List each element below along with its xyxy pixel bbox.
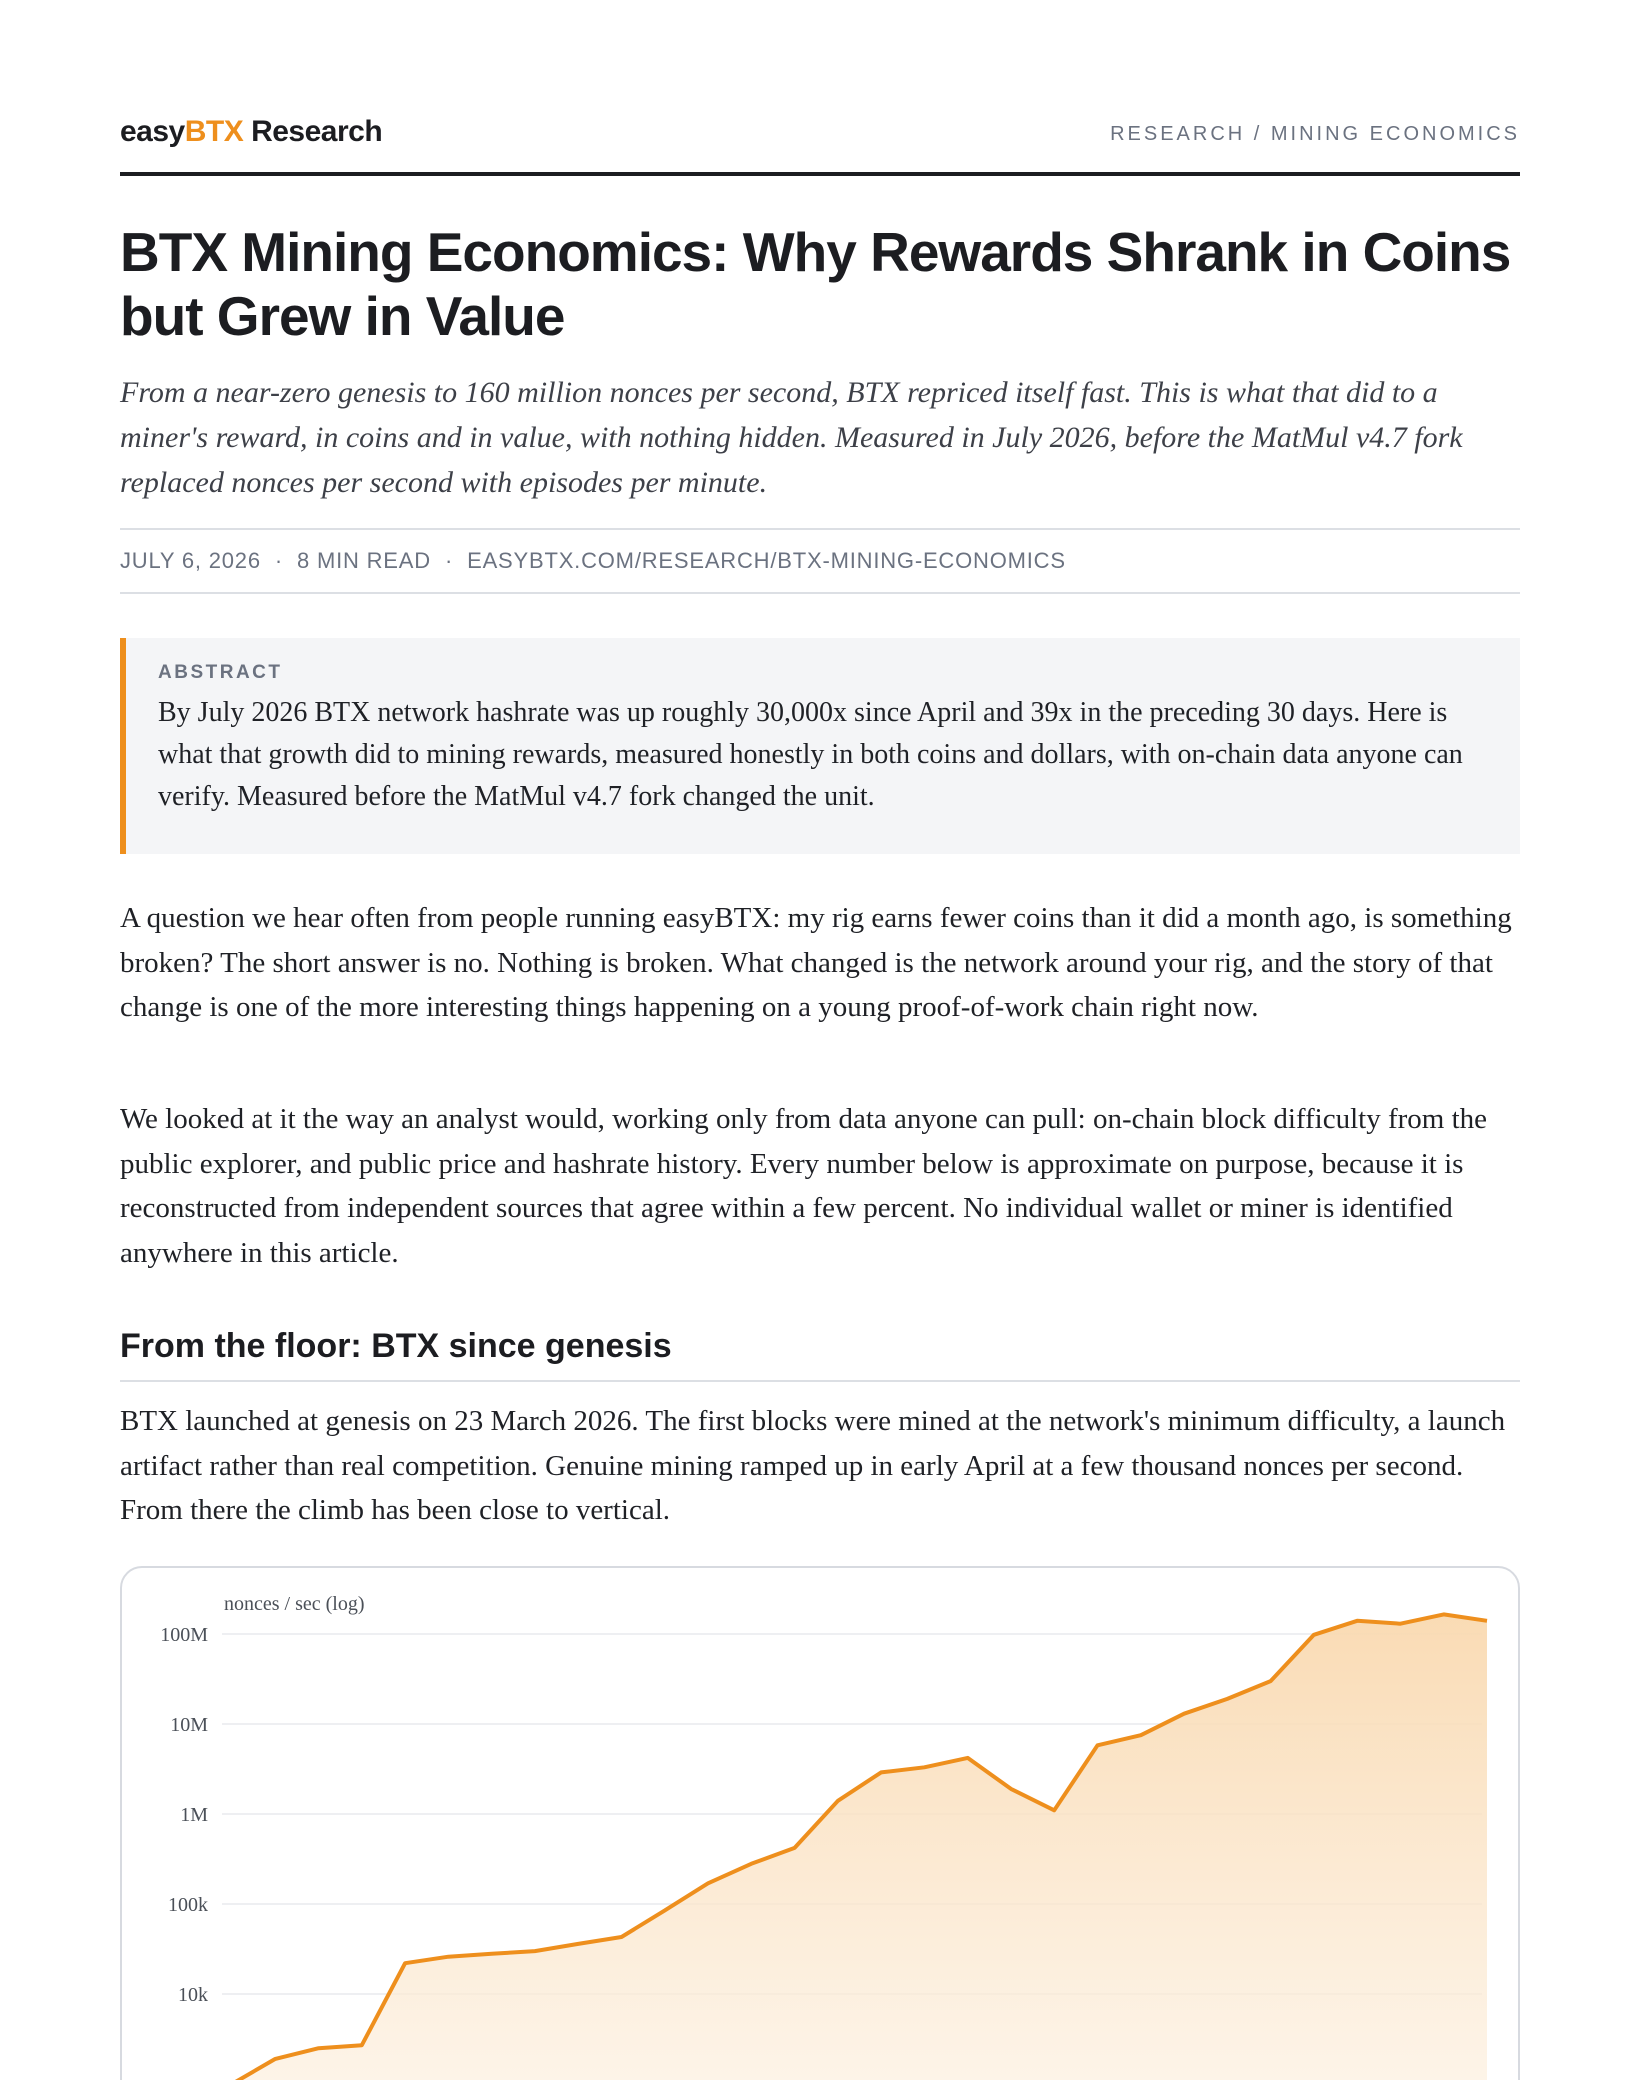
meta-separator: · — [444, 548, 454, 573]
meta-separator: · — [274, 548, 284, 573]
y-tick-label: 100M — [160, 1624, 208, 1646]
abstract-text: By July 2026 BTX network hashrate was up roughly 30,000x since April and 39x in the preceding 30 days. Here is what that growth did to mining rewards, measured honestly in both coins and dollars, with on-chain data anyone can verify. Measured before the MatMul v4.7 fork changed the unit. — [158, 697, 1463, 812]
body-paragraph: A question we hear often from people running easyBTX: my rig earns fewer coins than it did a month ago, is something broken? The short answer is no. Nothing is broken. What changed is the network around your rig, and the story of that change is one of the more interesting things happening on a young proof-of-work chain right now. — [120, 902, 1512, 1023]
y-tick-label: 10M — [170, 1714, 208, 1736]
section-heading: From the floor: BTX since genesis — [120, 1320, 1520, 1382]
hashrate-chart — [120, 1566, 1520, 2080]
article-title: BTX Mining Economics: Why Rewards Shrank in Coins but Grew in Value — [120, 221, 1511, 347]
y-tick-label: 1M — [180, 1804, 208, 1826]
abstract-label: ABSTRACT — [158, 662, 283, 683]
article-read-time: 8 MIN READ — [297, 548, 431, 573]
brand-suffix: Research — [243, 115, 383, 148]
hashrate-chart-svg — [122, 1568, 1518, 2080]
body-paragraph: BTX launched at genesis on 23 March 2026. The first blocks were mined at the network's minimum difficulty, a launch artifact rather than real competition. Genuine mining ramped up in early April at a few thousand nonces per second. From there the climb has been close to vertical. — [120, 1405, 1506, 1526]
y-tick-label: 10k — [178, 1984, 208, 2006]
site-logo[interactable] — [120, 114, 382, 150]
y-axis-title: nonces / sec (log) — [224, 1593, 365, 1615]
article-meta — [120, 528, 1520, 594]
article-deck: From a near-zero genesis to 160 million nonces per second, BTX repriced itself fast. This is what that did to a miner's reward, in coins and in value, with nothing hidden. Measured in July 2026, before the MatMul v4.7 fork replaced nonces per second with episodes per minute. — [120, 376, 1463, 499]
brand-accent: BTX — [184, 115, 244, 148]
abstract-box — [120, 638, 1520, 854]
site-header — [120, 114, 1520, 176]
section-breadcrumb[interactable]: RESEARCH / MINING ECONOMICS — [1110, 123, 1520, 145]
y-tick-label: 100k — [168, 1894, 208, 1916]
article-date: JULY 6, 2026 — [120, 548, 261, 573]
hashrate-area — [232, 1614, 1487, 2080]
body-paragraph: We looked at it the way an analyst would, working only from data anyone can pull: on-chain block difficulty from the public explorer, and public price and hashrate history. Every number below is approximate on purpose, because it is reconstructed from independent sources that agree within a few percent. No individual wallet or miner is identified anywhere in this article. — [120, 1103, 1488, 1269]
article-url[interactable]: EASYBTX.COM/RESEARCH/BTX-MINING-ECONOMICS — [467, 548, 1066, 573]
brand-prefix: easy — [120, 115, 185, 148]
